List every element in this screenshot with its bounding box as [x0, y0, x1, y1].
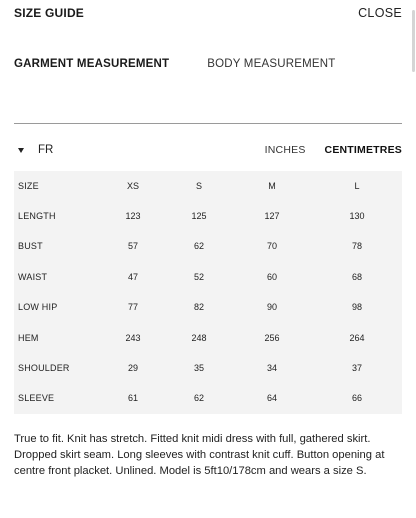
table-cell: 127	[264, 211, 280, 221]
table-cell: 130	[349, 211, 365, 221]
table-cell: 243	[125, 333, 141, 343]
table-row	[14, 201, 402, 231]
table-cell: 90	[266, 302, 277, 312]
header-cell-xs: XS	[126, 181, 139, 191]
size-controls	[14, 142, 402, 158]
header-cell-s: S	[195, 181, 202, 191]
table-row	[14, 231, 402, 261]
table-header-row	[14, 171, 402, 201]
row-label: BUST	[18, 241, 43, 251]
region-label: FR	[38, 144, 54, 156]
header-cell-m: M	[268, 181, 276, 191]
table-cell: 68	[351, 272, 362, 282]
table-cell: 60	[266, 272, 277, 282]
table-cell: 70	[266, 241, 277, 251]
row-label: WAIST	[18, 272, 48, 282]
table-row	[14, 262, 402, 292]
table-row	[14, 323, 402, 353]
table-cell: 61	[127, 393, 138, 403]
divider	[14, 123, 402, 124]
table-cell: 66	[351, 393, 362, 403]
table-cell: 264	[349, 333, 365, 343]
table-cell: 123	[125, 211, 141, 221]
table-row	[14, 292, 402, 322]
table-cell: 29	[127, 363, 138, 373]
unit-inches[interactable]: INCHES	[264, 144, 306, 156]
region-dropdown[interactable]	[14, 144, 53, 156]
table-cell: 82	[193, 302, 204, 312]
size-guide-header	[14, 5, 402, 21]
header-cell-l: L	[354, 181, 360, 191]
table-cell: 47	[127, 272, 138, 282]
table-row	[14, 353, 402, 383]
unit-toggle	[265, 144, 402, 156]
tab-body-measurement[interactable]: BODY MEASUREMENT	[207, 58, 336, 70]
table-cell: 52	[193, 272, 204, 282]
table-cell: 37	[351, 363, 362, 373]
table-row	[14, 383, 402, 413]
page-title: SIZE GUIDE	[14, 6, 85, 20]
table-cell: 78	[351, 241, 362, 251]
row-label: LOW HIP	[18, 302, 58, 312]
table-cell: 64	[266, 393, 277, 403]
table-cell: 62	[193, 241, 204, 251]
table-cell: 98	[351, 302, 362, 312]
table-cell: 256	[264, 333, 280, 343]
table-cell: 125	[191, 211, 207, 221]
product-description: True to fit. Knit has stretch. Fitted knit midi dress with full, gathered skirt. Dropped skirt seam. Long sleeves with contrast knit cuff. Button opening at centre front placket. Unlined. Model is 5ft10/178cm and wears a size S.	[14, 433, 385, 477]
row-label: HEM	[18, 333, 39, 343]
size-table	[14, 171, 402, 414]
table-cell: 34	[266, 363, 277, 373]
row-label: SLEEVE	[18, 393, 55, 403]
table-cell: 77	[127, 302, 138, 312]
tab-garment-measurement[interactable]: GARMENT MEASUREMENT	[14, 58, 170, 70]
unit-centimetres[interactable]: CENTIMETRES	[324, 144, 402, 156]
table-cell: 248	[191, 333, 207, 343]
header-cell-size: SIZE	[18, 181, 39, 191]
table-cell: 57	[127, 241, 138, 251]
measurement-tabs	[14, 58, 335, 70]
triangle-down-icon	[18, 148, 24, 153]
table-cell: 62	[193, 393, 204, 403]
row-label: SHOULDER	[18, 363, 70, 373]
close-button[interactable]: CLOSE	[358, 6, 402, 20]
row-label: LENGTH	[18, 211, 56, 221]
scrollbar[interactable]	[412, 10, 415, 72]
table-cell: 35	[193, 363, 204, 373]
